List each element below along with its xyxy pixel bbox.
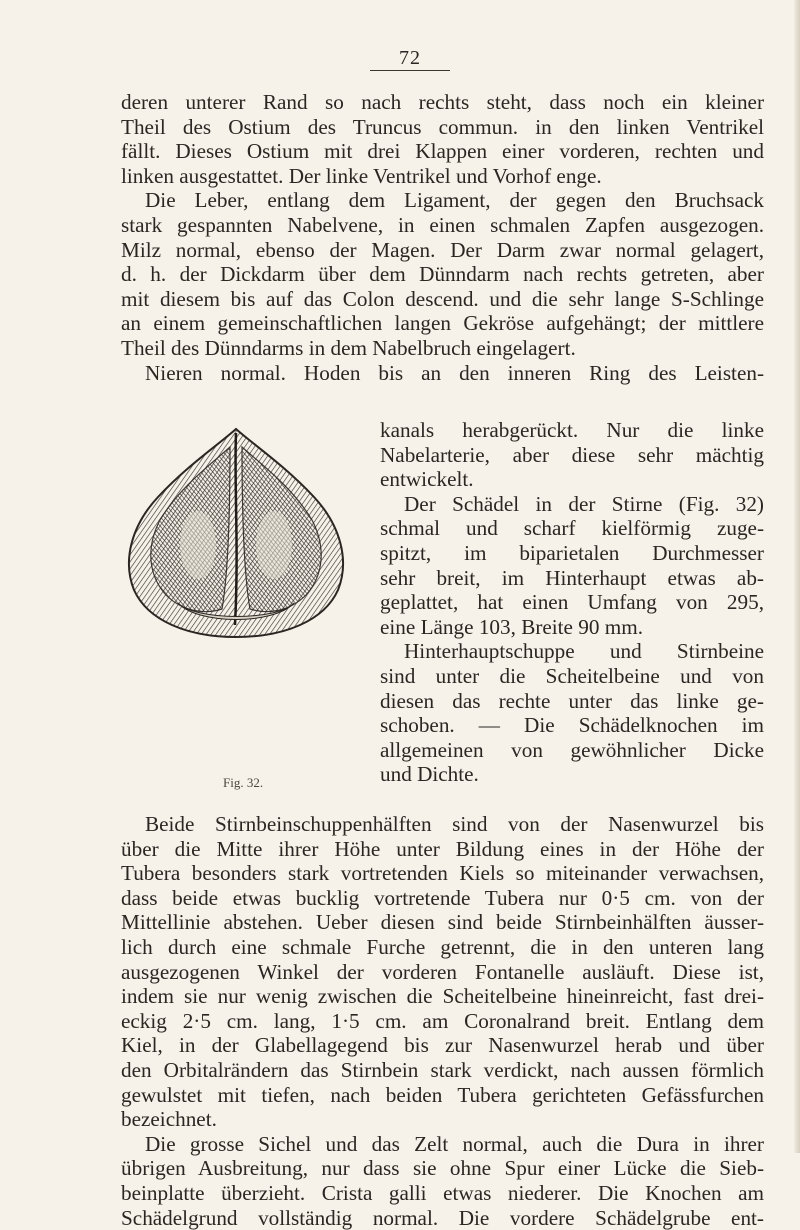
text-line: allgemeinen von gewöhnlicher Dicke — [380, 738, 764, 763]
body-text-bottom — [121, 812, 764, 1230]
text-line: Mittellinie abstehen. Ueber diesen sind beide Stirnbeinhälften äusser- — [121, 910, 764, 935]
text-line: mit diesem bis auf das Colon descend. und die sehr lange S-Schlinge — [121, 287, 764, 312]
skull-figure — [118, 425, 354, 640]
text-line: Nieren normal. Hoden bis an den inneren Ring des Leisten- — [121, 361, 764, 386]
text-line: an einem gemeinschaftlichen langen Gekröse aufgehängt; der mittlere — [121, 311, 764, 336]
text-line: Theil des Dünndarms in dem Nabelbruch eingelagert. — [121, 336, 764, 361]
text-line: gewulstet mit tiefen, nach beiden Tubera gerichteten Gefässfurchen — [121, 1083, 764, 1108]
text-line: und Dichte. — [380, 762, 764, 787]
text-line: lich durch eine schmale Furche getrennt, die in den unteren lang — [121, 935, 764, 960]
page-number: 72 — [370, 48, 450, 71]
figure-caption: Fig. 32. — [223, 775, 263, 791]
text-line: kanals herabgerückt. Nur die linke — [380, 418, 764, 443]
text-line: linken ausgestattet. Der linke Ventrikel und Vorhof enge. — [121, 164, 764, 189]
text-line: Tubera besonders stark vortretenden Kiels so miteinander verwachsen, — [121, 861, 764, 886]
text-line: Schädelgrund vollständig normal. Die vordere Schädelgrube ent- — [121, 1206, 764, 1230]
text-line: bezeichnet. — [121, 1107, 764, 1132]
text-line: schmal und scharf kielförmig zuge- — [380, 516, 764, 541]
text-line: diesen das rechte unter das linke ge- — [380, 689, 764, 714]
text-line: schoben. — Die Schädelknochen im — [380, 713, 764, 738]
text-line: sehr breit, im Hinterhaupt etwas ab- — [380, 566, 764, 591]
text-line: entwickelt. — [380, 467, 764, 492]
text-line: Hinterhauptschuppe und Stirnbeine — [380, 639, 764, 664]
text-line: eckig 2·5 cm. lang, 1·5 cm. am Coronalrand breit. Entlang dem — [121, 1009, 764, 1034]
text-line: Beide Stirnbeinschuppenhälften sind von der Nasenwurzel bis — [121, 812, 764, 837]
text-line: Theil des Ostium des Truncus commun. in den linken Ventrikel — [121, 115, 764, 140]
text-line: Die grosse Sichel und das Zelt normal, auch die Dura in ihrer — [121, 1132, 764, 1157]
text-line: den Orbitalrändern das Stirnbein stark verdickt, nach aussen förmlich — [121, 1058, 764, 1083]
text-line: sind unter die Scheitelbeine und von — [380, 664, 764, 689]
text-line: Milz normal, ebenso der Magen. Der Darm zwar normal gelagert, — [121, 238, 764, 263]
text-line: Die Leber, entlang dem Ligament, der gegen den Bruchsack — [121, 188, 764, 213]
text-line: stark gespannten Nabelvene, in einen schmalen Zapfen ausgezogen. — [121, 213, 764, 238]
text-line: Nabelarterie, aber diese sehr mächtig — [380, 443, 764, 468]
text-line: beinplatte überzieht. Crista galli etwas niederer. Die Knochen am — [121, 1181, 764, 1206]
skull-illustration — [118, 425, 354, 640]
text-line: d. h. der Dickdarm über dem Dünndarm nach rechts getreten, aber — [121, 262, 764, 287]
text-line: übrigen Ausbreitung, nur dass sie ohne Spur einer Lücke die Sieb- — [121, 1156, 764, 1181]
text-line: indem sie nur wenig zwischen die Scheitelbeine hineinreicht, fast drei- — [121, 984, 764, 1009]
page-edge — [794, 0, 800, 1153]
text-line: deren unterer Rand so nach rechts steht, dass noch ein kleiner — [121, 90, 764, 115]
body-text-top — [121, 90, 764, 385]
body-text-beside-figure — [380, 418, 764, 787]
text-line: dass beide etwas bucklig vortretende Tubera nur 0·5 cm. von der — [121, 886, 764, 911]
text-line: eine Länge 103, Breite 90 mm. — [380, 615, 764, 640]
text-line: Kiel, in der Glabellagegend bis zur Nasenwurzel herab und über — [121, 1033, 764, 1058]
text-line: ausgezogenen Winkel der vorderen Fontanelle ausläuft. Diese ist, — [121, 960, 764, 985]
text-line: über die Mitte ihrer Höhe unter Bildung eines in der Höhe der — [121, 837, 764, 862]
text-line: Der Schädel in der Stirne (Fig. 32) — [380, 492, 764, 517]
text-line: spitzt, im biparietalen Durchmesser — [380, 541, 764, 566]
text-line: fällt. Dieses Ostium mit drei Klappen einer vorderen, rechten und — [121, 139, 764, 164]
text-line: geplattet, hat einen Umfang von 295, — [380, 590, 764, 615]
